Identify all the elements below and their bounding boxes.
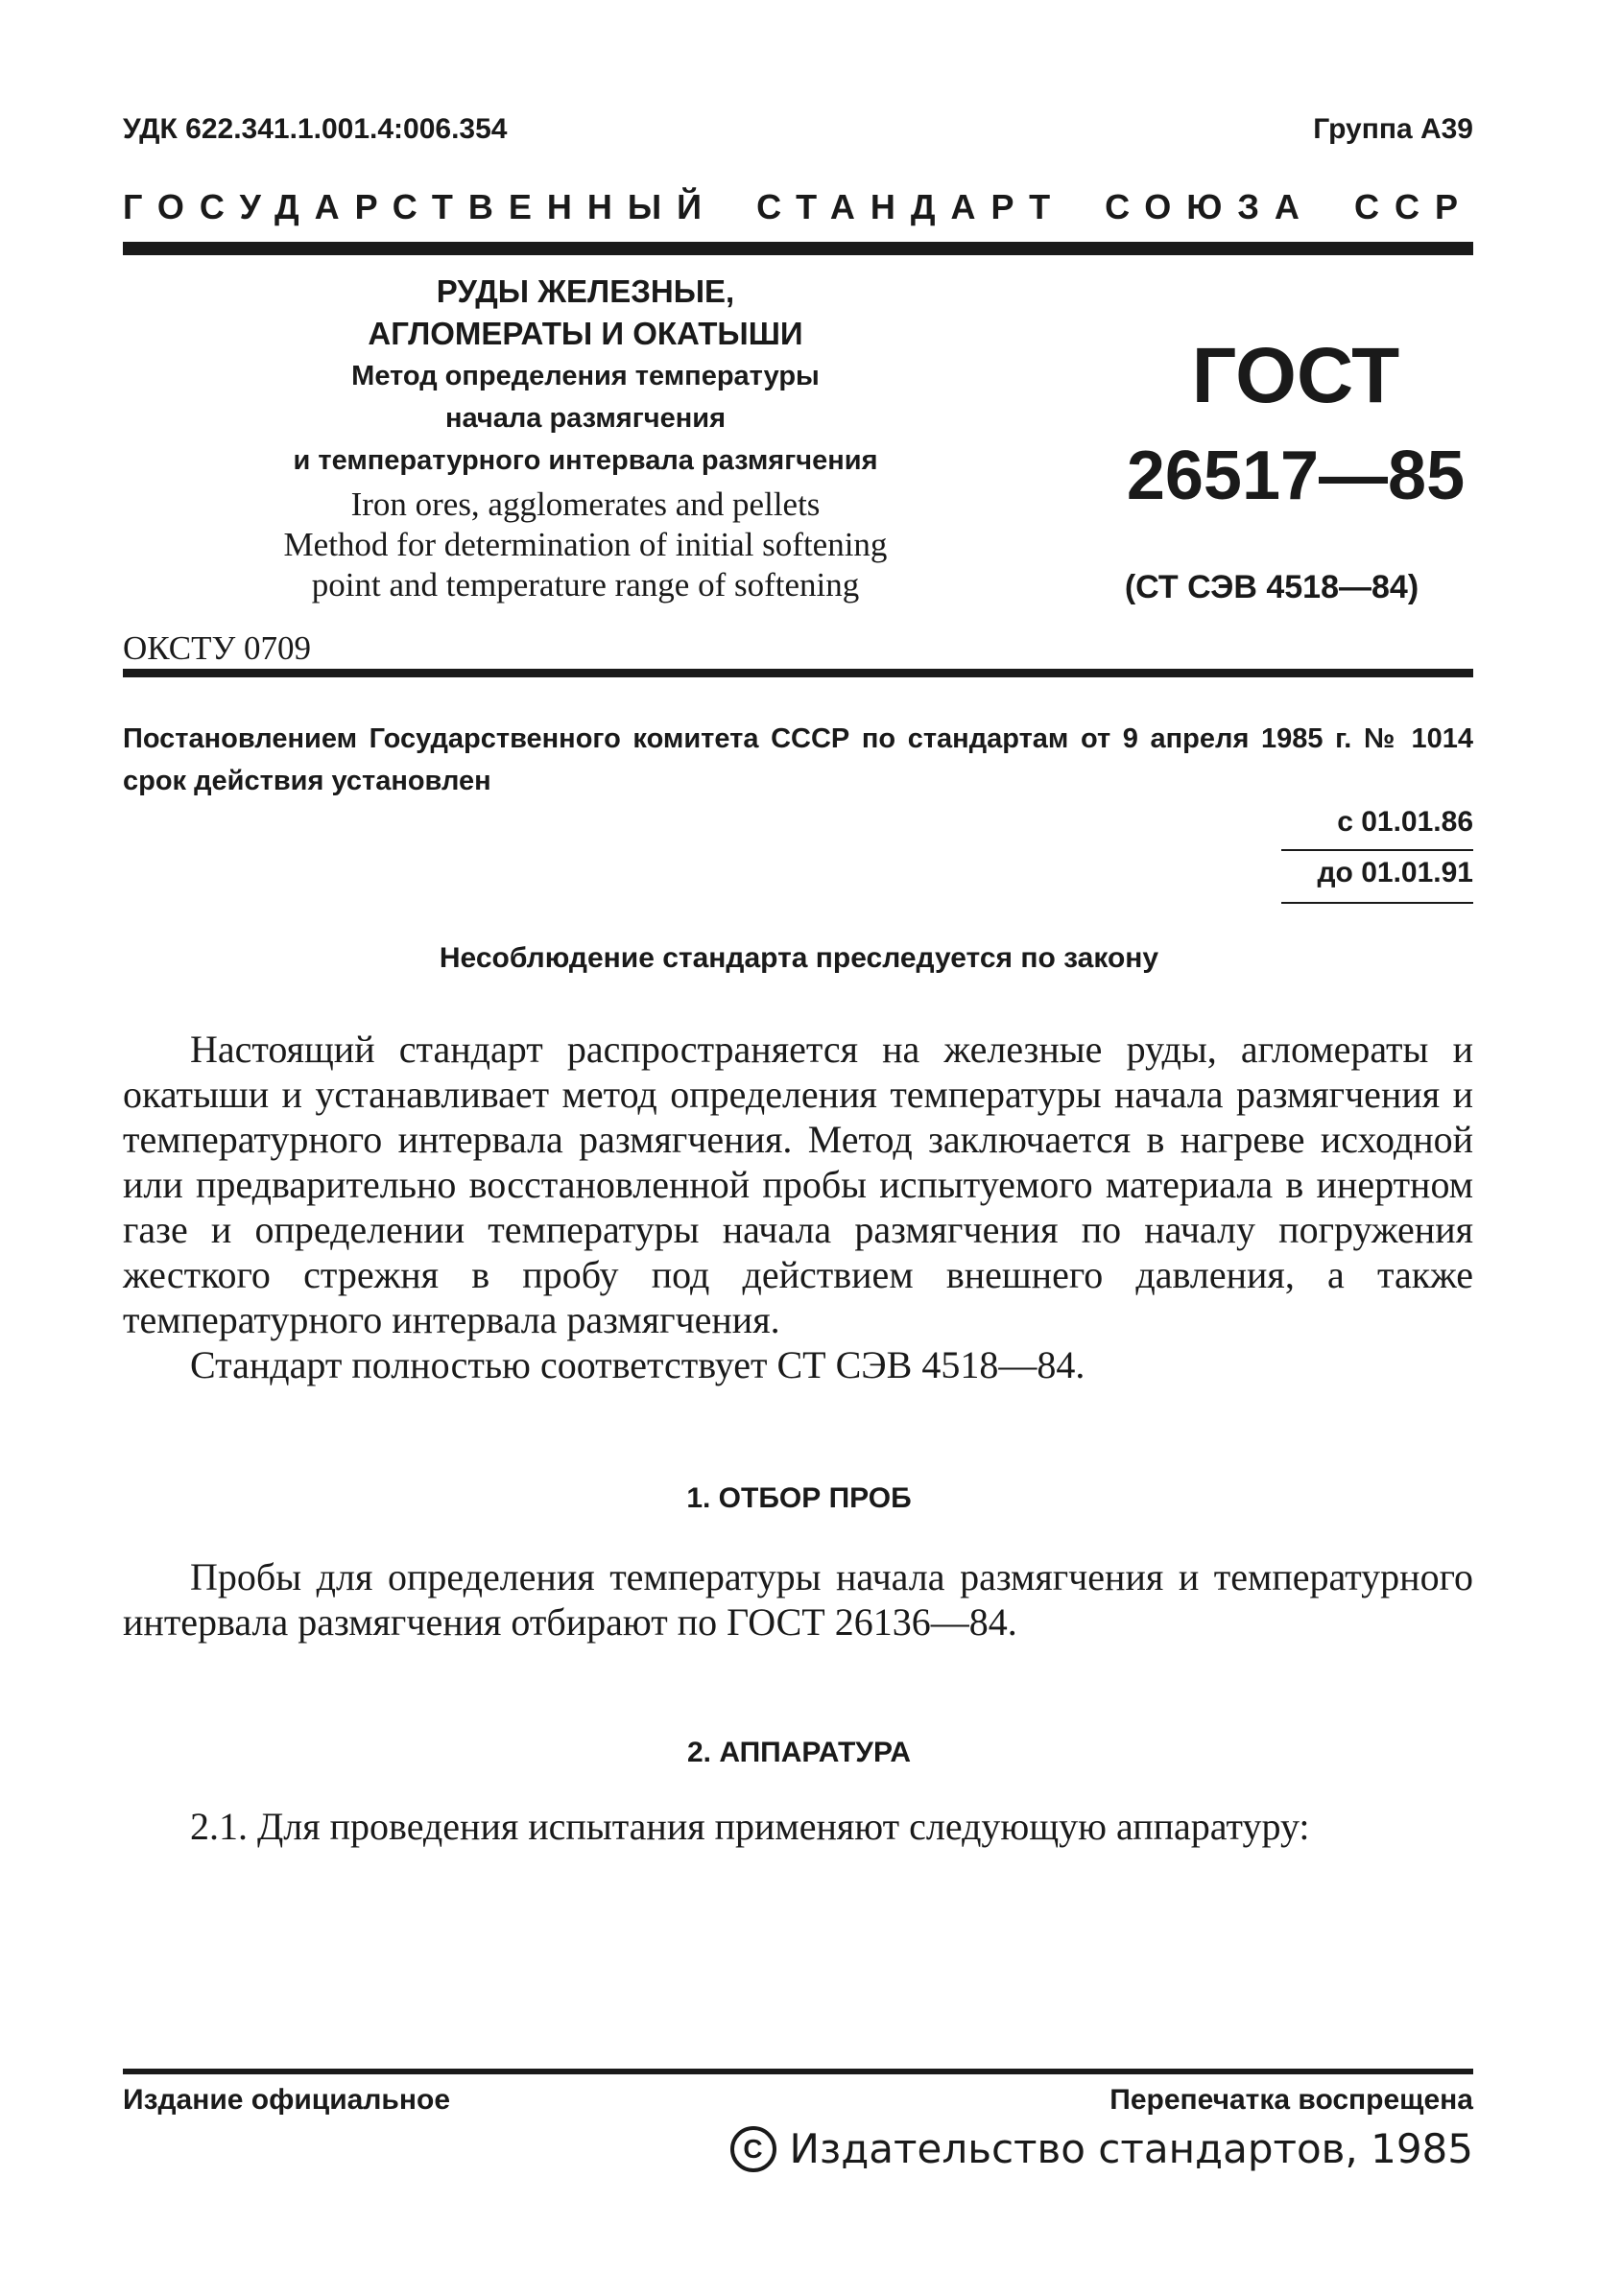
group-code: Группа А39 bbox=[1313, 113, 1473, 145]
udk-code: УДК 622.341.1.001.4:006.354 bbox=[123, 113, 508, 145]
gost-label: ГОСТ bbox=[1191, 332, 1400, 419]
english-title-line: Iron ores, agglomerates and pellets bbox=[350, 485, 821, 523]
law-notice: Несоблюдение стандарта преследуется по закону bbox=[439, 942, 1159, 974]
state-standard-word: СТАНДАРТ bbox=[756, 187, 1066, 226]
decree-text: Постановлением Государственного комитета СССР по стандартам от 9 апреля 1985 г. № 1014 срок действия установлен bbox=[123, 723, 1473, 796]
section-heading: 2. АППАРАТУРА bbox=[687, 1737, 911, 1768]
header-divider bbox=[123, 242, 1473, 255]
title-line: РУДЫ ЖЕЛЕЗНЫЕ, bbox=[436, 273, 735, 309]
english-title-line: point and temperature range of softening bbox=[311, 566, 860, 604]
copyright-icon: C bbox=[730, 2126, 776, 2172]
state-standard-heading bbox=[123, 187, 1473, 227]
title-divider bbox=[123, 669, 1473, 677]
title-line: АГЛОМЕРАТЫ И ОКАТЫШИ bbox=[368, 316, 803, 351]
section-paragraph-text: 2.1. Для проведения испытания применяют следующую аппаратуру: bbox=[190, 1805, 1310, 1848]
validity-divider bbox=[1281, 849, 1473, 851]
english-title-line: Method for determination of initial softening bbox=[283, 526, 888, 563]
reprint-note: Перепечатка воспрещена bbox=[1109, 2084, 1473, 2116]
subtitle-line: начала размягчения bbox=[444, 403, 727, 434]
validity-divider bbox=[1281, 902, 1473, 904]
edition-note: Издание официальное bbox=[123, 2084, 451, 2116]
valid-to-date: до 01.01.91 bbox=[1317, 857, 1473, 888]
intro-paragraph bbox=[123, 1027, 1473, 1387]
state-standard-word: ГОСУДАРСТВЕННЫЙ bbox=[123, 187, 718, 226]
footer-divider bbox=[123, 2069, 1473, 2074]
subtitle-line: Метод определения температуры bbox=[351, 361, 820, 391]
valid-from-date: с 01.01.86 bbox=[1337, 806, 1473, 838]
gost-number: 26517—85 bbox=[1126, 438, 1466, 514]
section-paragraph bbox=[123, 1804, 1473, 1849]
st-sev-reference: (СТ СЭВ 4518—84) bbox=[1124, 569, 1419, 605]
subtitle-line: и температурного интервала размягчения bbox=[293, 445, 878, 476]
intro-paragraph-text: Стандарт полностью соответствует СТ СЭВ 4518—84. bbox=[190, 1343, 1085, 1386]
okstu-code: ОКСТУ 0709 bbox=[123, 629, 312, 667]
section-heading: 1. ОТБОР ПРОБ bbox=[686, 1482, 912, 1514]
state-standard-word: ССР bbox=[1353, 187, 1473, 226]
section-paragraph bbox=[123, 1554, 1473, 1645]
state-standard-word: СОЮЗА bbox=[1105, 187, 1315, 226]
section-paragraph-text: Пробы для определения температуры начала размягчения и температурного интервала размягчения отбирают по ГОСТ 26136—84. bbox=[123, 1555, 1473, 1644]
intro-paragraph-text: Настоящий стандарт распространяется на железные руды, агломераты и окатыши и устанавливает метод определения температуры начала размягчения и температурного интервала размягчения. Метод заключается в нагреве исходной или предварительно восстановленной пробы испытуемого материала в инертном газе и определении температуры начала размягчения по началу погружения жесткого стрежня в пробу под действием внешнего давления, а также температурного интервала размягчения. bbox=[123, 1028, 1473, 1341]
publisher-name: Издательство стандартов, 1985 bbox=[789, 2125, 1473, 2172]
publisher-line bbox=[730, 2125, 1473, 2172]
title-block bbox=[230, 271, 941, 603]
